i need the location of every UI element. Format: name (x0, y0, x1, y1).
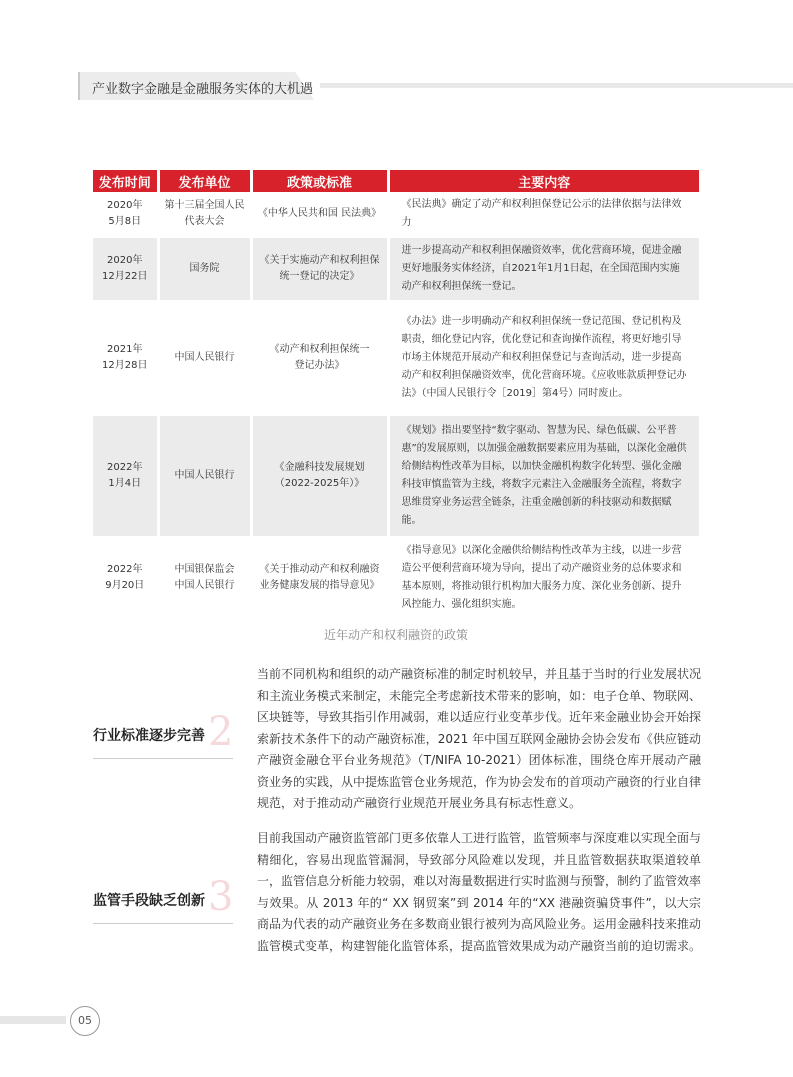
table-row (93, 237, 699, 301)
section-number-3: 3 (208, 874, 234, 920)
section-title-standards: 行业标准逐步完善 (93, 728, 205, 744)
header-issuer: 发布单位 (158, 170, 251, 192)
section-number-2: 2 (208, 709, 234, 755)
table-row (93, 537, 699, 619)
cell-content: 进一步提高动产和权利担保融资效率，优化营商环境，促进金融更好地服务实体经济，自2021年1月1日起，在全国范围内实施动产和权利担保统一登记。 (388, 237, 699, 301)
cell-policy: 《金融科技发展规划 （2022-2025年）》 (251, 415, 388, 537)
table-row (93, 415, 699, 537)
cell-content: 《规划》指出要坚持“数字驱动、智慧为民、绿色低碳、公平普惠”的发展原则，以加强金融数据要素应用为基础，以深化金融供给侧结构性改革为目标，以加快金融机构数字化转型、强化金融科技审慎监管为主线，将数字元素注入金融服务全流程，将数字思维贯穿业务运营全链条，注重金融创新的科技驱动和数据赋能。 (388, 415, 699, 537)
table-header-row (93, 170, 699, 192)
section-divider (93, 758, 233, 759)
page-header-title: 产业数字金融是金融服务实体的大机遇 (92, 82, 314, 97)
cell-policy: 《关于实施动产和权利担保 统一登记的决定》 (251, 237, 388, 301)
footer-bar (0, 1016, 66, 1024)
cell-date: 2022年 1月4日 (93, 415, 158, 537)
section-text-supervision: 目前我国动产融资监管部门更多依靠人工进行监管，监管频率与深度难以实现全面与精细化，容易出现监管漏洞，导致部分风险难以发现，并且监管数据获取渠道较单一，监管信息分析能力较弱，难以对海量数据进行实时监测与预警，制约了监管效率与效果。从 2013 年的“ XX 钢贸案”到 2014 年的“XX 港融资骗贷事件”，以大宗商品为代表的动产融资业务在多数商业银行被列为高风险业务。运用金融科技来推动监管模式变革，构建智能化监管体系，提高监管效果成为动产融资当前的迫切需求。 (257, 831, 702, 953)
cell-content: 《民法典》确定了动产和权利担保登记公示的法律依据与法律效力 (388, 192, 699, 237)
section-text-standards: 当前不同机构和组织的动产融资标准的制定时机较早，并且基于当时的行业发展状况和主流业务模式来制定，未能完全考虑新技术带来的影响，如：电子仓单、物联网、区块链等，导致其指引作用减弱，难以适应行业变革步伐。近年来金融业协会开始探索新技术条件下的动产融资标准，2021 年中国互联网金融协会协会发布《供应链动产融资金融仓平台业务规范》（T/NIFA 10-2021）团体标准，围绕仓库开展动产融资业务的实践，从中提炼监管仓业务规范，作为协会发布的首项动产融资的行业自律规范，对于推动动产融资行业规范开展业务具有标志性意义。 (257, 667, 702, 810)
cell-content: 《办法》进一步明确动产和权利担保统一登记范围、登记机构及职责，细化登记内容，优化登记和查询操作流程，将更好地引导市场主体规范开展动产和权利担保登记与查询活动，进一步提高动产和权利担保融资效率，优化营商环境。《应收账款质押登记办法》（中国人民银行令［2019］第4号）同时废止。 (388, 301, 699, 415)
header-divider (320, 83, 793, 88)
cell-policy: 《中华人民共和国 民法典》 (251, 192, 388, 237)
table-row (93, 301, 699, 415)
cell-policy: 《动产和权利担保统一 登记办法》 (251, 301, 388, 415)
cell-policy: 《关于推动动产和权利融资 业务健康发展的指导意见》 (251, 537, 388, 619)
cell-date: 2020年 5月8日 (93, 192, 158, 237)
table-caption: 近年动产和权利融资的政策 (323, 628, 468, 642)
cell-issuer: 国务院 (158, 237, 251, 301)
cell-issuer: 第十三届全国人民 代表大会 (158, 192, 251, 237)
policy-table (93, 170, 699, 620)
section-divider (93, 923, 233, 924)
page-number: 05 (70, 1006, 100, 1036)
cell-issuer: 中国银保监会 中国人民银行 (158, 537, 251, 619)
header-date: 发布时间 (93, 170, 158, 192)
header-policy: 政策或标准 (251, 170, 388, 192)
cell-issuer: 中国人民银行 (158, 301, 251, 415)
cell-issuer: 中国人民银行 (158, 415, 251, 537)
header-content: 主要内容 (388, 170, 699, 192)
cell-date: 2020年 12月22日 (93, 237, 158, 301)
section-title-supervision: 监管手段缺乏创新 (93, 893, 205, 909)
cell-date: 2022年 9月20日 (93, 537, 158, 619)
table-row (93, 192, 699, 237)
cell-content: 《指导意见》以深化金融供给侧结构性改革为主线，以进一步营造公平便利营商环境为导向，提出了动产融资业务的总体要求和基本原则，将推动银行机构加大服务力度、深化业务创新、提升风控能力、强化组织实施。 (388, 537, 699, 619)
cell-date: 2021年 12月28日 (93, 301, 158, 415)
